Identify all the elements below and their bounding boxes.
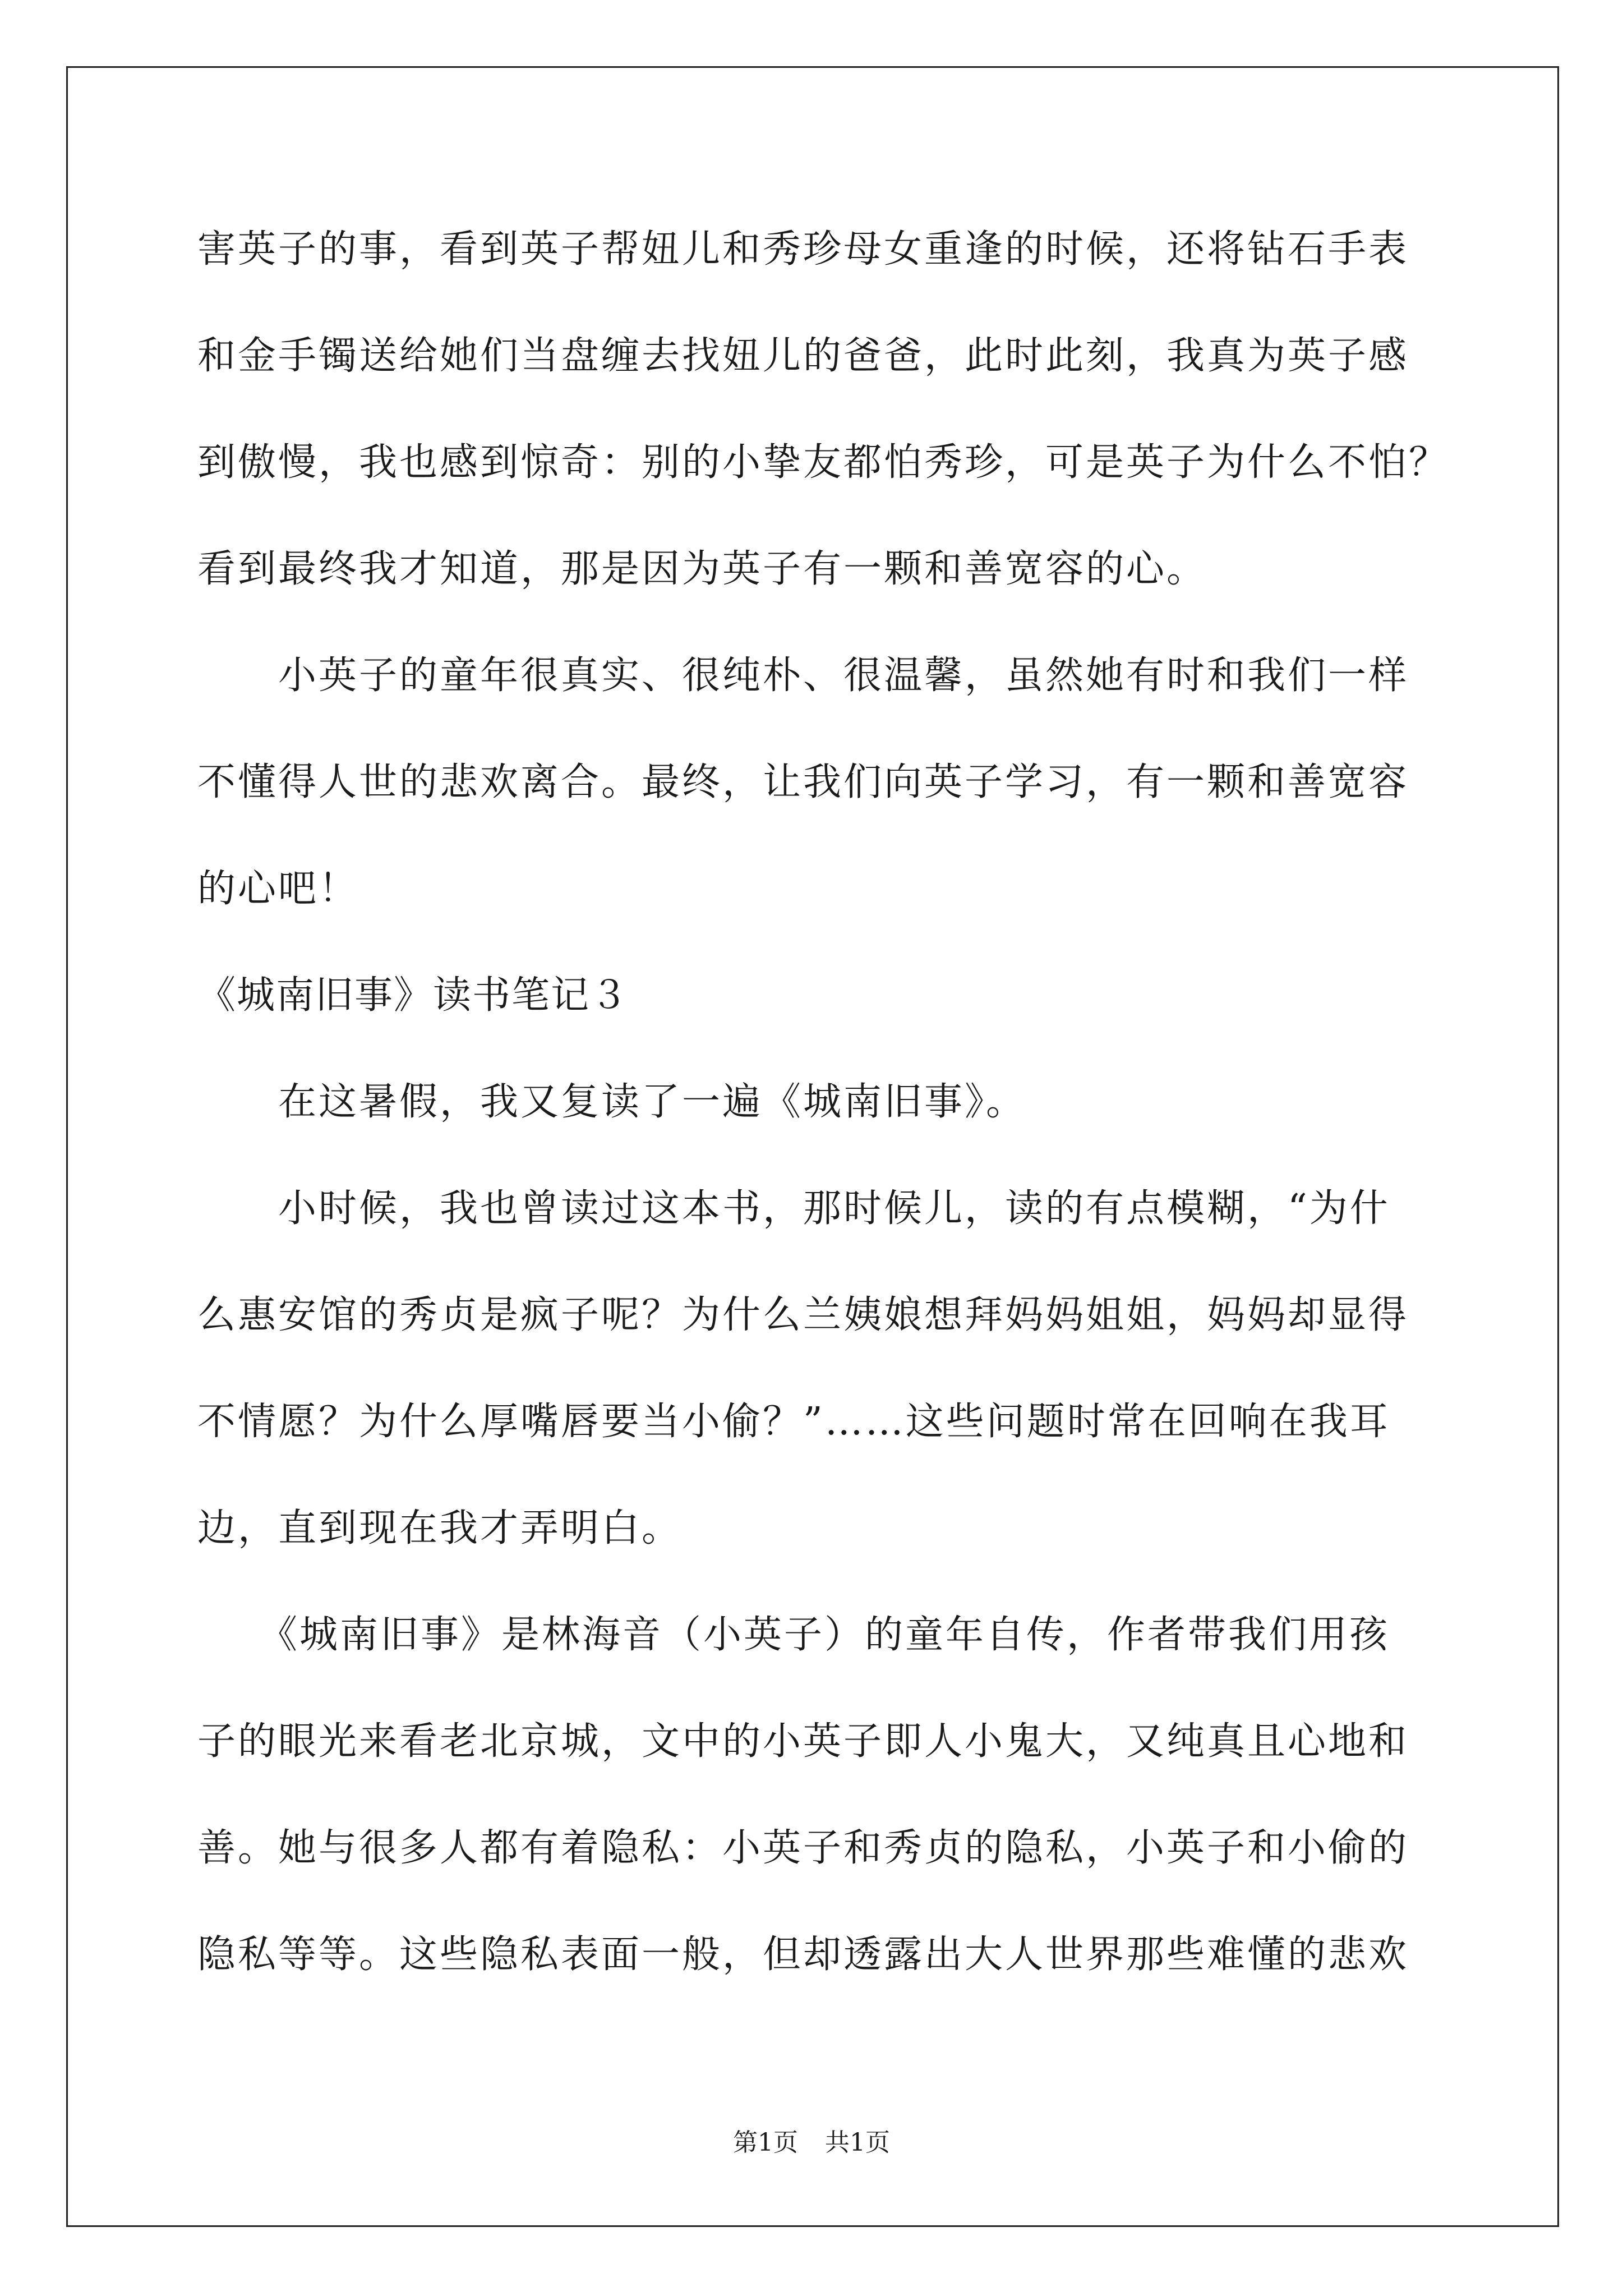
section-heading: 《城南旧事》读书笔记３ <box>197 973 630 1018</box>
text-line: 善。她与很多人都有着隐私：小英子和秀贞的隐私，小英子和小偷的 <box>197 1826 1409 1870</box>
text-line: 看到最终我才知道，那是因为英子有一颗和善宽容的心。 <box>197 547 1207 591</box>
text-line: 在这暑假，我又复读了一遍《城南旧事》。 <box>197 1080 1027 1124</box>
text-line: 不情愿？为什么厚嘴唇要当小偷？”……这些问题时常在回响在我耳 <box>197 1400 1390 1444</box>
text-line: 么惠安馆的秀贞是疯子呢？为什么兰姨娘想拜妈妈姐姐，妈妈却显得 <box>197 1293 1409 1337</box>
page-footer <box>0 2126 1623 2160</box>
text-line: 不懂得人世的悲欢离合。最终，让我们向英子学习，有一颗和善宽容 <box>197 760 1409 804</box>
text-line: 小英子的童年很真实、很纯朴、很温馨，虽然她有时和我们一样 <box>197 654 1409 698</box>
text-line: 到傲慢，我也感到惊奇：别的小挚友都怕秀珍，可是英子为什么不怕？ <box>197 440 1450 485</box>
text-line: 《城南旧事》是林海音（小英子）的童年自传，作者带我们用孩 <box>197 1613 1390 1657</box>
page-total: 共1页 <box>825 2128 890 2157</box>
text-line: 害英子的事，看到英子帮妞儿和秀珍母女重逢的时候，还将钻石手表 <box>197 227 1409 272</box>
text-line: 边，直到现在我才弄明白。 <box>197 1506 683 1550</box>
page-border <box>66 66 1559 2227</box>
text-line: 和金手镯送给她们当盘缠去找妞儿的爸爸，此时此刻，我真为英子感 <box>197 334 1409 378</box>
text-line: 小时候，我也曾读过这本书，那时候儿，读的有点模糊，“为什 <box>197 1186 1390 1231</box>
text-line: 隐私等等。这些隐私表面一般，但却透露出大人世界那些难懂的悲欢 <box>197 1932 1409 1977</box>
text-line: 子的眼光来看老北京城，文中的小英子即人小鬼大，又纯真且心地和 <box>197 1719 1409 1764</box>
text-line: 的心吧！ <box>197 867 359 911</box>
page-number: 第1页 <box>733 2128 798 2157</box>
